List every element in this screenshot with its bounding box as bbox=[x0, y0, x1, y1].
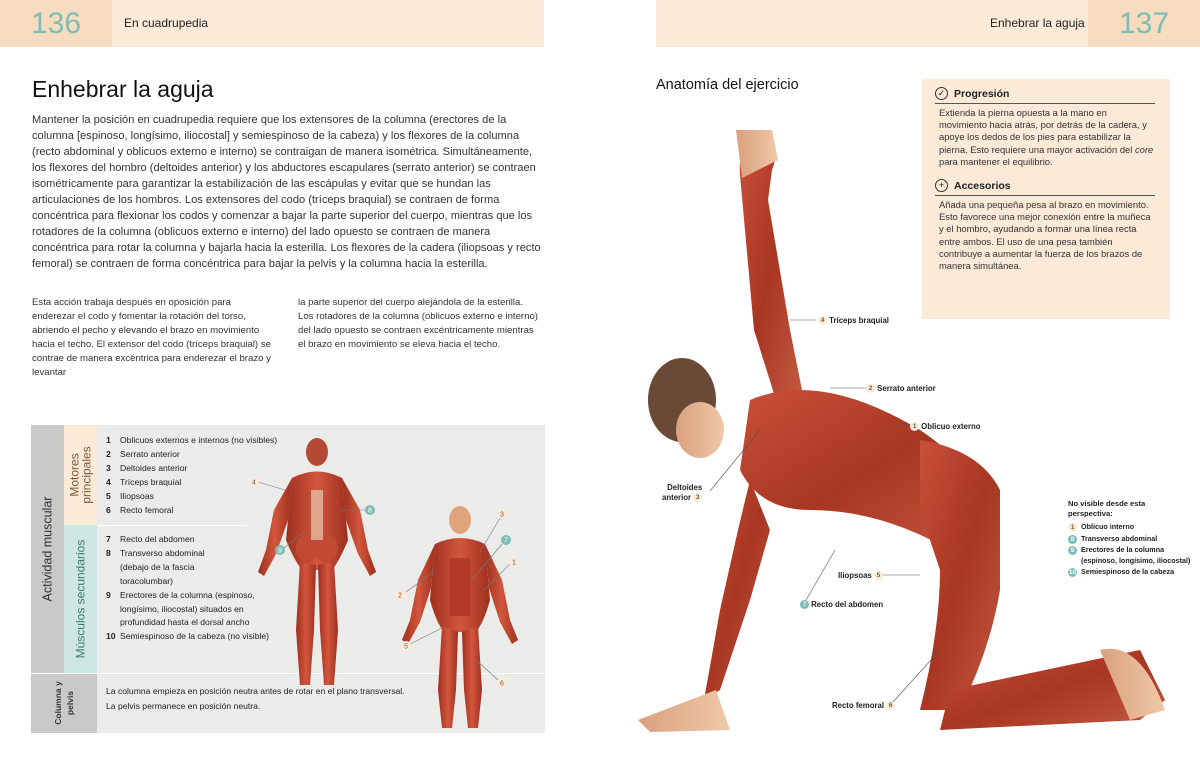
columna-pelvis-text: La columna empieza en posición neutra antes de rotar en el plano transversal. La pelvis permanece en posición neutra. bbox=[106, 686, 405, 711]
progresion-text: Extienda la pierna opuesta a la mano en movimiento hacia atrás, por detrás de la cadera, y apoye los dedos de los pies para estabilizar la pierna. Esto requiere una mayor activación del core para mantener el equilibrio. bbox=[939, 107, 1154, 167]
main-anatomy-illustration bbox=[620, 130, 1180, 750]
list-item: 9 Erectores de la columna (espinoso, longísimo, iliocostal) bbox=[1068, 545, 1193, 566]
list-item: 10 Semiespinoso de la cabeza bbox=[1068, 567, 1175, 576]
checkmark-icon: ✓ bbox=[935, 87, 948, 100]
not-visible-title: No visible desde esta perspectiva: bbox=[1068, 499, 1146, 518]
list-item: 3 Deltoides anterior bbox=[106, 462, 188, 473]
front-marker-5: 5 bbox=[404, 643, 408, 651]
right-page-number: 137 bbox=[1088, 0, 1200, 47]
back-view-figure bbox=[249, 438, 376, 685]
label-triceps: 4 Tríceps braquial bbox=[818, 316, 889, 325]
motores-principales-label: Motores principales bbox=[67, 446, 94, 504]
back-marker-8: 8 bbox=[368, 507, 372, 515]
table-divider bbox=[97, 525, 247, 526]
left-page-number: 136 bbox=[0, 0, 112, 47]
not-visible-list bbox=[1068, 522, 1193, 579]
column-paragraph-2: la parte superior del cuerpo alejándola de la esterilla. Los rotadores de la columna (oblicuos externo e interno) del lado opuesto se contraen excéntricamente mientras el brazo en movimiento se eleva hacia el techo. bbox=[298, 297, 538, 350]
muscle-reference-figures bbox=[240, 430, 540, 730]
list-item: 1 Oblicuos externos e internos (no visibles) bbox=[106, 435, 278, 445]
front-marker-1: 1 bbox=[512, 559, 516, 567]
front-marker-3: 3 bbox=[500, 511, 504, 519]
actividad-muscular-label: Actividad muscular bbox=[40, 496, 55, 602]
list-item: 6 Recto femoral bbox=[106, 504, 174, 515]
list-item: 4 Tríceps braquial bbox=[106, 476, 182, 487]
list-item: 7 Recto del abdomen bbox=[106, 534, 195, 544]
back-marker-9: 9 bbox=[278, 547, 282, 555]
list-item: 8 Transverso abdominal (debajo de la fascia toracolumbar) bbox=[106, 547, 205, 586]
columna-pelvis-label: Columna y pelvis bbox=[53, 681, 75, 725]
list-item: 1 Oblicuo interno bbox=[1068, 522, 1193, 533]
progresion-heading: ✓ Progresión bbox=[935, 87, 1009, 100]
front-view-figure bbox=[395, 506, 519, 728]
label-recto-femoral: Recto femoral 6 bbox=[832, 701, 895, 710]
divider bbox=[935, 103, 1155, 104]
right-section-title: Enhebrar la aguja bbox=[990, 16, 1085, 30]
front-marker-2: 2 bbox=[398, 592, 402, 600]
plus-icon: + bbox=[935, 179, 948, 192]
musculos-secundarios-label: Músculos secundarios bbox=[73, 539, 88, 659]
list-item: 2 Serrato anterior bbox=[106, 448, 180, 459]
label-serrato: 2 Serrato anterior bbox=[866, 384, 936, 393]
exercise-title: Enhebrar la aguja bbox=[32, 76, 214, 102]
list-item: 10 Semiespinoso de la cabeza (no visible) bbox=[106, 631, 270, 642]
label-recto-abdomen: 7 Recto del abdomen bbox=[800, 600, 883, 609]
accesorios-heading: + Accesorios bbox=[935, 179, 1011, 192]
back-marker-4: 4 bbox=[252, 479, 256, 487]
label-oblicuo: 1 Oblicuo externo bbox=[910, 422, 981, 431]
label-deltoides: Deltoides anterior 3 bbox=[662, 483, 703, 502]
list-item: 8 Transverso abdominal bbox=[1068, 534, 1193, 545]
anatomy-title: Anatomía del ejercicio bbox=[656, 77, 799, 93]
front-marker-6: 6 bbox=[500, 680, 504, 688]
accesorios-text: Añada una pequeña pesa al brazo en movimiento. Esto favorece una mejor conexión entre la muñeca y el hombro, ayudando a formar una línea recta entre ambos. El uso de una pesa también contribuye a aumentar la fuerza de los brazos de manera simultánea. bbox=[939, 199, 1151, 272]
label-iliopsoas: Iliopsoas 5 bbox=[838, 571, 883, 580]
list-item: 9 Erectores de la columna (espinoso, longísimo, iliocostal) situados en profundidad hasta el dorsal ancho bbox=[106, 589, 255, 628]
left-section-title: En cuadrupedia bbox=[124, 16, 209, 30]
intro-paragraph: Mantener la posición en cuadrupedia requiere que los extensores de la columna (erectores de la columna [espinoso, longísimo, iliocostal] y semiespinoso de la cabeza) y los flexores de la columna (recto abdominal y oblicuos externo e interno) se contraigan de manera isométrica. Simultáneamente, los flexores del hombro (deltoides anterior) y los abductores escapulares (serrato anterior) se contraen isométricamente para garantizar la estabilización de las escápulas y evitar que se hundan las articulaciones de los hombros. Los extensores del codo (tríceps braquial) se contraen de forma concéntrica para flexionar los codos y comenzar a bajar la parte superior del cuerpo, mientras que los rotadores de la columna (oblicuos externo e interno) del lado opuesto se contraen de manera concéntrica para rotar la columna y bajarla hacia la esterilla. Los flexores de la cadera (iliopsoas y recto femoral) se contraen de forma concéntrica para bajar la pelvis y la columna hacia la esterilla. bbox=[32, 114, 541, 270]
column-paragraph-1: Esta acción trabaja después en oposición para enderezar el codo y fomentar la rotación del torso, abriendo el pecho y elevando el brazo en movimiento hacia el techo. El extensor del codo (tríceps braquial) se contrae de manera excéntrica para enderezar el brazo y levantar bbox=[32, 297, 271, 378]
front-marker-7: 7 bbox=[504, 537, 508, 545]
list-item: 5 Iliopsoas bbox=[106, 490, 154, 501]
